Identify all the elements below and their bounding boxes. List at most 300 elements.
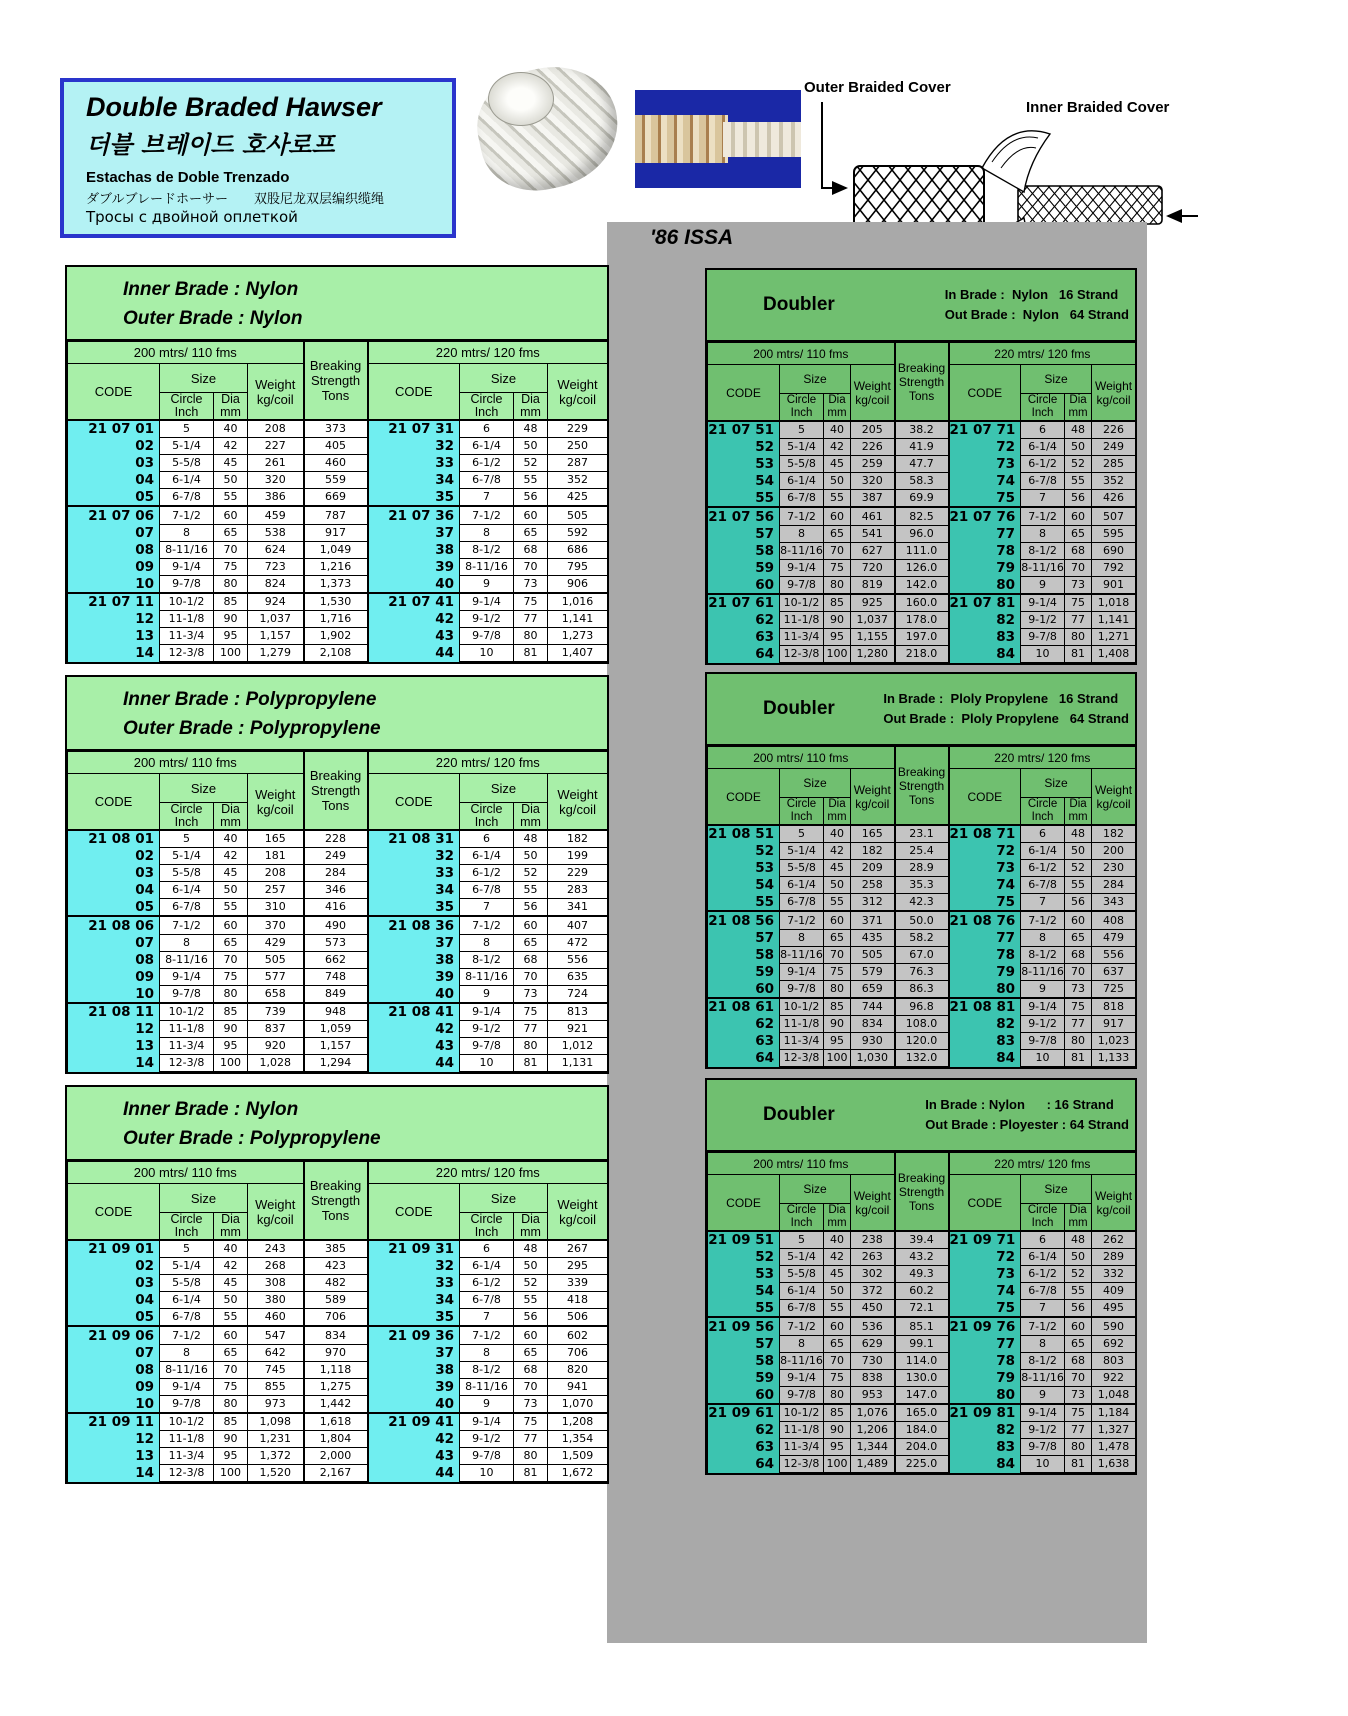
weight-cell: 208 [248, 865, 304, 882]
circle-inch-cell: 8-1/2 [460, 541, 514, 558]
weight-cell: 1,208 [548, 1413, 608, 1431]
code-cell: 21 08 36 [368, 916, 460, 934]
circle-inch-cell: 12-3/8 [160, 1055, 214, 1072]
code-cell: 05 [68, 899, 160, 917]
breaking-strength-cell: 1,804 [304, 1431, 368, 1448]
dia-mm-cell: 68 [514, 951, 548, 968]
dia-mm-cell: 55 [514, 1292, 548, 1309]
inner-braided-cover-label: Inner Braided Cover [1026, 99, 1170, 116]
table-row [68, 489, 608, 507]
table-row [68, 1055, 608, 1072]
dia-mm-cell: 75 [824, 963, 851, 980]
weight-cell: 229 [548, 865, 608, 882]
weight-cell: 199 [548, 848, 608, 865]
circle-inch-cell: 5-5/8 [780, 860, 824, 877]
dia-mm-cell: 80 [514, 1038, 548, 1055]
code-cell: 21 09 36 [368, 1326, 460, 1344]
dia-mm-cell: 55 [214, 489, 248, 507]
circle-inch-cell: 8-11/16 [780, 1352, 824, 1369]
code-cell: 21 07 11 [68, 593, 160, 611]
dia-mm-cell: 95 [824, 1033, 851, 1050]
breaking-strength-cell: 423 [304, 1258, 368, 1275]
weight-cell: 725 [1092, 980, 1136, 998]
weight-cell: 450 [851, 1300, 895, 1318]
code-cell: 83 [949, 629, 1021, 646]
dia-mm-cell: 55 [514, 882, 548, 899]
circle-inch-cell: 7-1/2 [1021, 1317, 1065, 1335]
weight-cell: 343 [1092, 894, 1136, 912]
breaking-strength-cell: 948 [304, 1003, 368, 1021]
code-cell: 09 [68, 558, 160, 575]
table-row [68, 916, 608, 934]
table-row [708, 1439, 1136, 1456]
brade-spec [945, 285, 1135, 325]
table-row [708, 1317, 1136, 1335]
table-row [708, 1386, 1136, 1404]
weight-cell: 1,028 [248, 1055, 304, 1072]
dia-mm-cell: 55 [1065, 473, 1092, 490]
dia-mm-cell: 40 [214, 1240, 248, 1258]
code-cell: 38 [368, 951, 460, 968]
circle-inch-cell: 9-1/4 [160, 968, 214, 985]
breaking-strength-cell: 142.0 [895, 576, 949, 594]
size-header: Size [780, 769, 851, 798]
circle-inch-cell: 5 [780, 421, 824, 439]
circle-inch-cell: 11-1/8 [780, 1422, 824, 1439]
breaking-strength-cell: 1,373 [304, 575, 368, 593]
code-cell: 58 [708, 946, 780, 963]
size-header: Size [1021, 365, 1092, 394]
dia-mm-cell: 85 [824, 594, 851, 612]
circle-inch-cell: 6 [460, 830, 514, 848]
table-row [68, 611, 608, 628]
code-cell: 64 [708, 1456, 780, 1473]
circle-inch-cell: 9-1/2 [460, 611, 514, 628]
inner-rope [1018, 186, 1162, 224]
code-cell: 75 [949, 490, 1021, 508]
code-cell: 57 [708, 525, 780, 542]
circle-inch-cell: 6-1/4 [460, 848, 514, 865]
breaking-strength-cell: 184.0 [895, 1422, 949, 1439]
circle-inch-cell: 8-11/16 [1021, 963, 1065, 980]
dia-mm-cell: 60 [1065, 507, 1092, 525]
weight-cell: 577 [248, 968, 304, 985]
table-row [708, 1422, 1136, 1439]
doubler-title: Doubler [763, 1104, 835, 1125]
spec-table [67, 1161, 608, 1482]
code-header: CODE [949, 365, 1021, 422]
weight-cell: 1,141 [1092, 612, 1136, 629]
weight-cell: 505 [548, 506, 608, 524]
dia-mm-cell: 100 [824, 1456, 851, 1473]
dia-mm-cell: 70 [824, 946, 851, 963]
code-cell: 44 [368, 1465, 460, 1482]
weight-cell: 268 [248, 1258, 304, 1275]
table-row [68, 968, 608, 985]
breaking-strength-cell: 120.0 [895, 1033, 949, 1050]
weight-cell: 538 [248, 524, 304, 541]
code-cell: 14 [68, 645, 160, 662]
weight-cell: 1,037 [248, 611, 304, 628]
circle-inch-cell: 7-1/2 [460, 916, 514, 934]
page-title-korean: 더블 브레이드 호사로프 [86, 131, 335, 159]
breaking-strength-cell: 165.0 [895, 1404, 949, 1422]
weight-cell: 181 [248, 848, 304, 865]
code-cell: 13 [68, 628, 160, 645]
dia-mm-cell: 65 [824, 1335, 851, 1352]
dia-mm-cell: 85 [214, 593, 248, 611]
code-cell: 75 [949, 894, 1021, 912]
table-nylon-nylon [65, 265, 609, 664]
table-row [708, 860, 1136, 877]
table-row [708, 507, 1136, 525]
breaking-strength-cell: 111.0 [895, 542, 949, 559]
code-cell: 21 08 41 [368, 1003, 460, 1021]
breaking-strength-cell: 43.2 [895, 1249, 949, 1266]
circle-inch-cell: 9 [1021, 576, 1065, 594]
breaking-strength-cell: 1,618 [304, 1413, 368, 1431]
code-cell: 82 [949, 612, 1021, 629]
dia-mm-cell: 60 [824, 911, 851, 929]
code-cell: 58 [708, 542, 780, 559]
code-cell: 53 [708, 1266, 780, 1283]
weight-cell: 720 [851, 559, 895, 576]
weight-cell: 182 [851, 843, 895, 860]
dia-mm-cell: 48 [514, 420, 548, 438]
dia-mm-cell: 80 [1065, 629, 1092, 646]
circle-inch-cell: 11-3/4 [780, 1439, 824, 1456]
weight-cell: 795 [548, 558, 608, 575]
circle-inch-cell: 12-3/8 [160, 1465, 214, 1482]
weight-cell: 803 [1092, 1352, 1136, 1369]
code-header: CODE [708, 769, 780, 826]
span-right-header: 220 mtrs/ 120 fms [368, 1162, 608, 1184]
code-cell: 44 [368, 1055, 460, 1072]
circle-inch-cell: 7-1/2 [780, 507, 824, 525]
table-row [68, 830, 608, 848]
dia-mm-cell: 77 [514, 611, 548, 628]
page-title-japanese-chinese: ダブルブレードホーサー 双股尼龙双层编织缆绳 [86, 192, 384, 207]
weight-cell: 238 [851, 1231, 895, 1249]
circle-inch-header: Circle Inch [780, 394, 824, 422]
circle-inch-cell: 6 [1021, 421, 1065, 439]
dia-mm-cell: 75 [1065, 998, 1092, 1016]
circle-inch-cell: 10-1/2 [160, 1413, 214, 1431]
weight-cell: 308 [248, 1275, 304, 1292]
weight-cell: 1,133 [1092, 1050, 1136, 1067]
weight-cell: 1,280 [851, 646, 895, 663]
circle-inch-cell: 6-7/8 [160, 1309, 214, 1327]
table-nylon-polypropylene [65, 1085, 609, 1484]
dia-mm-cell: 50 [514, 1258, 548, 1275]
weight-cell: 460 [248, 1309, 304, 1327]
weight-cell: 352 [548, 472, 608, 489]
weight-cell: 418 [548, 1292, 608, 1309]
circle-inch-cell: 5 [160, 830, 214, 848]
dia-mm-cell: 81 [1065, 1456, 1092, 1473]
table-row [708, 456, 1136, 473]
dia-mm-cell: 56 [514, 899, 548, 917]
table-title-band [67, 267, 607, 341]
weight-cell: 924 [248, 593, 304, 611]
dia-mm-cell: 90 [214, 1431, 248, 1448]
weight-cell: 227 [248, 438, 304, 455]
table-row [708, 490, 1136, 508]
weight-cell: 837 [248, 1021, 304, 1038]
code-cell: 60 [708, 576, 780, 594]
table-row [708, 525, 1136, 542]
dia-mm-cell: 50 [214, 882, 248, 899]
doubler-title: Doubler [763, 294, 835, 315]
dia-mm-cell: 70 [514, 558, 548, 575]
weight-cell: 230 [1092, 860, 1136, 877]
size-header: Size [1021, 769, 1092, 798]
code-cell: 34 [368, 472, 460, 489]
circle-inch-cell: 12-3/8 [780, 1456, 824, 1473]
dia-mm-cell: 80 [824, 980, 851, 998]
breaking-strength-cell: 96.8 [895, 998, 949, 1016]
brade-spec [925, 1095, 1135, 1135]
weight-cell: 302 [851, 1266, 895, 1283]
dia-mm-header: Dia mm [1065, 394, 1092, 422]
weight-header: Weight kg/coil [851, 769, 895, 826]
breaking-strength-cell: 385 [304, 1240, 368, 1258]
breaking-strength-cell: 28.9 [895, 860, 949, 877]
spec-table [707, 1152, 1136, 1473]
table-row [708, 1283, 1136, 1300]
weight-cell: 925 [851, 594, 895, 612]
dia-mm-cell: 70 [824, 1352, 851, 1369]
code-cell: 03 [68, 1275, 160, 1292]
dia-mm-cell: 73 [1065, 576, 1092, 594]
dia-mm-cell: 68 [1065, 946, 1092, 963]
circle-inch-header: Circle Inch [460, 393, 514, 421]
breaking-strength-cell: 160.0 [895, 594, 949, 612]
circle-inch-cell: 12-3/8 [780, 1050, 824, 1067]
dia-mm-cell: 80 [514, 1448, 548, 1465]
weight-cell: 930 [851, 1033, 895, 1050]
breaking-strength-cell: 225.0 [895, 1456, 949, 1473]
weight-cell: 1,016 [548, 593, 608, 611]
circle-inch-cell: 10 [460, 1055, 514, 1072]
weight-cell: 820 [548, 1361, 608, 1378]
breaking-strength-cell: 1,716 [304, 611, 368, 628]
dia-mm-cell: 50 [824, 877, 851, 894]
weight-cell: 906 [548, 575, 608, 593]
circle-inch-cell: 9-1/4 [780, 963, 824, 980]
code-cell: 40 [368, 985, 460, 1003]
table-row [708, 843, 1136, 860]
circle-inch-cell: 6-7/8 [780, 490, 824, 508]
table-title-band [67, 677, 607, 751]
breaking-strength-header: Breaking Strength Tons [895, 343, 949, 422]
breaking-strength-cell: 130.0 [895, 1369, 949, 1386]
dia-mm-cell: 77 [1065, 1422, 1092, 1439]
breaking-strength-cell: 67.0 [895, 946, 949, 963]
dia-mm-header: Dia mm [824, 394, 851, 422]
circle-inch-cell: 5-1/4 [160, 1258, 214, 1275]
dia-mm-cell: 45 [824, 456, 851, 473]
code-cell: 72 [949, 439, 1021, 456]
table-row [68, 524, 608, 541]
code-cell: 77 [949, 929, 1021, 946]
breaking-strength-cell: 76.3 [895, 963, 949, 980]
breaking-strength-cell: 346 [304, 882, 368, 899]
dia-mm-cell: 70 [514, 968, 548, 985]
dia-mm-cell: 65 [514, 524, 548, 541]
code-cell: 73 [949, 456, 1021, 473]
breaking-strength-cell: 228 [304, 830, 368, 848]
circle-inch-cell: 9-7/8 [160, 575, 214, 593]
dia-mm-header: Dia mm [214, 393, 248, 421]
table-row [708, 877, 1136, 894]
weight-cell: 165 [851, 825, 895, 843]
dia-mm-cell: 60 [214, 916, 248, 934]
weight-cell: 435 [851, 929, 895, 946]
circle-inch-cell: 8 [780, 929, 824, 946]
size-header: Size [160, 364, 248, 393]
spec-table [67, 751, 608, 1072]
dia-mm-cell: 75 [514, 593, 548, 611]
code-cell: 13 [68, 1448, 160, 1465]
dia-mm-cell: 65 [514, 934, 548, 951]
circle-inch-cell: 8-11/16 [460, 968, 514, 985]
code-cell: 59 [708, 1369, 780, 1386]
code-cell: 80 [949, 576, 1021, 594]
weight-cell: 459 [248, 506, 304, 524]
circle-inch-cell: 9-7/8 [160, 985, 214, 1003]
code-cell: 63 [708, 1033, 780, 1050]
weight-cell: 208 [248, 420, 304, 438]
dia-mm-cell: 80 [214, 985, 248, 1003]
circle-inch-cell: 6-1/4 [160, 472, 214, 489]
dia-mm-cell: 42 [214, 438, 248, 455]
code-cell: 02 [68, 438, 160, 455]
code-cell: 53 [708, 860, 780, 877]
code-cell: 21 07 71 [949, 421, 1021, 439]
circle-inch-cell: 9-7/8 [160, 1395, 214, 1413]
dia-mm-cell: 52 [514, 455, 548, 472]
code-cell: 54 [708, 1283, 780, 1300]
code-cell: 78 [949, 1352, 1021, 1369]
circle-inch-cell: 9-1/4 [1021, 998, 1065, 1016]
circle-inch-cell: 9-7/8 [1021, 1439, 1065, 1456]
breaking-strength-cell: 2,108 [304, 645, 368, 662]
dia-mm-cell: 90 [824, 1016, 851, 1033]
dia-mm-cell: 68 [514, 1361, 548, 1378]
table-row [68, 934, 608, 951]
code-cell: 32 [368, 1258, 460, 1275]
breaking-strength-cell: 218.0 [895, 646, 949, 663]
circle-inch-cell: 6-7/8 [780, 894, 824, 912]
weight-cell: 1,520 [248, 1465, 304, 1482]
circle-inch-cell: 6-1/4 [780, 1283, 824, 1300]
table-row [708, 473, 1136, 490]
weight-cell: 387 [851, 490, 895, 508]
table-doubler-polypropylene [705, 672, 1137, 1069]
size-header: Size [1021, 1175, 1092, 1204]
weight-cell: 590 [1092, 1317, 1136, 1335]
circle-inch-cell: 6-1/4 [460, 1258, 514, 1275]
circle-inch-cell: 6-7/8 [460, 882, 514, 899]
weight-cell: 408 [1092, 911, 1136, 929]
circle-inch-cell: 7 [460, 899, 514, 917]
code-cell: 74 [949, 877, 1021, 894]
breaking-strength-cell: 1,902 [304, 628, 368, 645]
dia-mm-cell: 60 [514, 916, 548, 934]
weight-cell: 659 [851, 980, 895, 998]
circle-inch-cell: 9-7/8 [1021, 1033, 1065, 1050]
inner-brade-label: Inner Brade : Nylon [123, 279, 299, 300]
table-row [68, 472, 608, 489]
braid-diagram [796, 70, 1208, 232]
breaking-strength-cell: 47.7 [895, 456, 949, 473]
circle-inch-cell: 7 [460, 1309, 514, 1327]
weight-cell: 259 [851, 456, 895, 473]
code-cell: 79 [949, 963, 1021, 980]
circle-inch-cell: 5-5/8 [160, 865, 214, 882]
code-cell: 21 08 56 [708, 911, 780, 929]
dia-mm-cell: 70 [824, 542, 851, 559]
weight-cell: 920 [248, 1038, 304, 1055]
code-cell: 84 [949, 646, 1021, 663]
breaking-strength-cell: 490 [304, 916, 368, 934]
weight-cell: 386 [248, 489, 304, 507]
breaking-strength-cell: 69.9 [895, 490, 949, 508]
circle-inch-cell: 11-3/4 [780, 629, 824, 646]
weight-cell: 1,509 [548, 1448, 608, 1465]
circle-inch-header: Circle Inch [460, 803, 514, 831]
dia-mm-cell: 100 [824, 646, 851, 663]
circle-inch-cell: 11-3/4 [160, 628, 214, 645]
outer-brade-label: Outer Brade : Polypropylene [123, 1128, 381, 1149]
circle-inch-cell: 9-1/2 [1021, 1016, 1065, 1033]
weight-cell: 1,638 [1092, 1456, 1136, 1473]
weight-cell: 380 [248, 1292, 304, 1309]
table-row [708, 612, 1136, 629]
code-cell: 21 08 81 [949, 998, 1021, 1016]
circle-inch-cell: 10 [1021, 646, 1065, 663]
circle-inch-cell: 5-1/4 [780, 843, 824, 860]
table-row [708, 929, 1136, 946]
weight-cell: 635 [548, 968, 608, 985]
dia-mm-cell: 55 [1065, 1283, 1092, 1300]
weight-header: Weight kg/coil [248, 1184, 304, 1241]
circle-inch-cell: 8-11/16 [780, 946, 824, 963]
dia-mm-cell: 50 [514, 848, 548, 865]
circle-inch-header: Circle Inch [780, 1204, 824, 1232]
code-cell: 60 [708, 1386, 780, 1404]
out-brade-label: Out Brade : Ploly Propylene 64 Strand [883, 711, 1129, 726]
title-box [60, 78, 456, 238]
weight-cell: 1,327 [1092, 1422, 1136, 1439]
circle-inch-cell: 9 [460, 1395, 514, 1413]
code-cell: 78 [949, 946, 1021, 963]
outer-cover-arrow [822, 102, 846, 188]
breaking-strength-cell: 147.0 [895, 1386, 949, 1404]
code-cell: 35 [368, 899, 460, 917]
breaking-strength-cell: 132.0 [895, 1050, 949, 1067]
weight-cell: 1,070 [548, 1395, 608, 1413]
breaking-strength-cell: 1,530 [304, 593, 368, 611]
table-row [68, 1240, 608, 1258]
weight-cell: 1,048 [1092, 1386, 1136, 1404]
weight-cell: 370 [248, 916, 304, 934]
weight-cell: 372 [851, 1283, 895, 1300]
code-cell: 57 [708, 929, 780, 946]
dia-mm-cell: 77 [514, 1431, 548, 1448]
weight-cell: 629 [851, 1335, 895, 1352]
